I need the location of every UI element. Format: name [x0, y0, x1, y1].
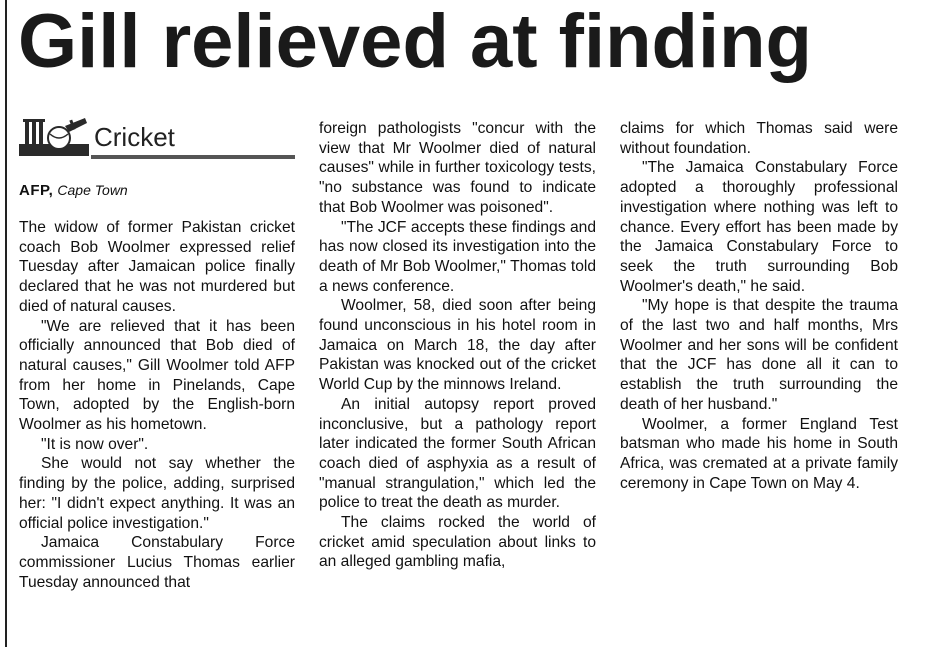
article-column-1 [19, 218, 295, 592]
cricket-ball-stumps-icon [19, 116, 89, 156]
paragraph: The widow of former Pakistan cricket coach Bob Woolmer expressed relief Tuesday after Jamaican police finally declared that he was not murdered but died of natural causes. [19, 219, 295, 315]
paragraph: claims for which Thomas said were without foundation. [620, 120, 898, 157]
section-header [19, 114, 295, 160]
paragraph: foreign pathologists "concur with the view that Mr Woolmer died of natural causes" while in further toxicology tests, "no substance was found to indicate that Bob Woolmer was poisoned". [319, 120, 596, 216]
article-column-2 [319, 119, 596, 572]
article-column-3 [620, 119, 898, 493]
headline: Gill relieved at finding [18, 0, 812, 84]
paragraph: "The JCF accepts these findings and has now closed its investigation into the death of Mr Bob Woolmer," Thomas told a news conference. [319, 218, 596, 295]
section-label: Cricket [94, 122, 175, 152]
section-rule [91, 155, 295, 159]
paragraph: An initial autopsy report proved inconclusive, but a pathology report later indicated the former South African coach died of asphyxia as a result of "manual strangulation," which led the police to treat the death as murder. [319, 395, 596, 512]
paragraph: "My hope is that despite the trauma of the last two and half months, Mrs Woolmer and her sons will be confident that the JCF has done all it can to establish the truth surrounding the death of her husband." [620, 297, 898, 413]
paragraph: "It is now over". [41, 435, 149, 453]
paragraph: "We are relieved that it has been officially announced that Bob died of natural causes," Gill Woolmer told AFP from her home in Pinelands, Cape Town, adopted by the English-born Woolmer as his hometown. [19, 317, 295, 434]
paragraph: Woolmer, a former England Test batsman who made his home in South Africa, was cremated at a private family ceremony in Cape Town on May 4. [620, 415, 898, 492]
byline-place: Cape Town [57, 182, 128, 198]
paragraph: Jamaica Constabulary Force commissioner Lucius Thomas earlier Tuesday announced that [19, 534, 295, 591]
paragraph: The claims rocked the world of cricket amid speculation about links to an alleged gambling mafia, [319, 514, 596, 571]
paragraph: Woolmer, 58, died soon after being found unconscious in his hotel room in Jamaica on March 18, the day after Pakistan was knocked out of the cricket World Cup by the minnows Ireland. [319, 297, 596, 394]
paragraph: "The Jamaica Constabulary Force adopted a thoroughly professional investigation where nothing was left to chance. Every effort has been made by the Jamaica Constabulary Force to seek the truth surrounding Bob Woolmer's death," he said. [620, 159, 898, 295]
byline [19, 180, 295, 201]
byline-agency: AFP, [19, 182, 54, 199]
left-border-rule [5, 0, 7, 647]
paragraph: She would not say whether the finding by the police, adding, surprised her: "I didn't expect anything. It was an official police investigation." [19, 455, 295, 532]
